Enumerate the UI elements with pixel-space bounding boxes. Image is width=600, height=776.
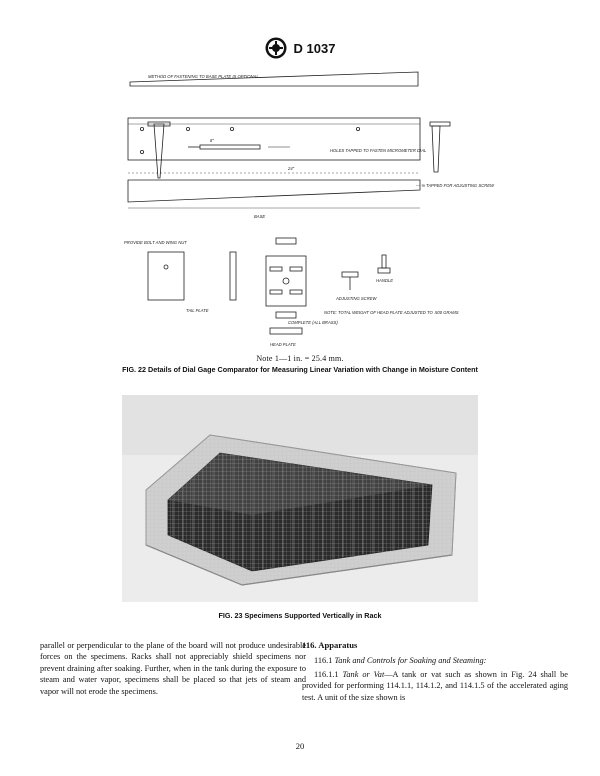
p1-number: 116.1 — [314, 656, 333, 666]
label-dim-8: 8" — [210, 138, 214, 143]
label-handle: HANDLE — [376, 278, 393, 283]
standard-designation: D 1037 — [293, 40, 336, 56]
p2-title: Tank or Vat — [342, 669, 385, 679]
left-paragraph: parallel or perpendicular to the plane of the board will not produce undesirable forces on the specimens. Racks shall not appreciably shield specimens nor prevent draining after soaking. Further, when in the tank during the exposure to steam and water vapor, specimens shall be placed so that jets of steam and vapor will not erode the specimens. — [40, 641, 306, 696]
label-dim-24: 24" — [288, 166, 295, 171]
left-column — [40, 640, 306, 697]
label-head-plate: HEAD PLATE — [270, 342, 296, 347]
label-method-of-fastening: METHOD OF FASTENING TO BASE PLATE IS OPTIONAL — [148, 74, 259, 79]
paragraph-116-1 — [302, 655, 568, 666]
section-title: 116. Apparatus — [302, 640, 358, 650]
astm-logo-icon — [265, 37, 287, 59]
p2-text: —A tank or vat such as shown in Fig. 24 shall be provided for performing 114.1.1, 114.1.2, and 114.1.5 of the accelerated aging test. A unit of the size shown is — [302, 669, 568, 702]
figure-note: Note 1—1 in. = 25.4 mm. — [256, 354, 344, 363]
page-header — [0, 37, 600, 59]
p2-number: 116.1.1 — [314, 669, 339, 679]
paragraph-116-1-1 — [302, 669, 568, 703]
right-column — [302, 640, 568, 703]
label-tapped-for-screw: — ⅛ TAPPED FOR ADJUSTING SCREW — [416, 183, 494, 188]
figure-23-caption: FIG. 23 Specimens Supported Vertically in Rack — [218, 611, 382, 620]
label-complete: COMPLETE (ALL BRASS) — [288, 320, 338, 325]
label-base: BASE — [254, 214, 266, 219]
label-holes-tapped: HOLES TAPPED TO FASTEN MICROMETER DIAL — [330, 148, 427, 153]
page-number: 20 — [295, 741, 305, 751]
label-provide-bolt: PROVIDE BOLT AND WING NUT — [124, 240, 187, 245]
label-adjusting-screw: ADJUSTING SCREW — [336, 296, 377, 301]
p1-title: Tank and Controls for Soaking and Steaming: — [334, 656, 487, 666]
label-total-weight: NOTE: TOTAL WEIGHT OF HEAD PLATE ADJUSTED TO .500 GRAMS — [324, 310, 459, 315]
figure-23-photo — [122, 395, 478, 602]
figure-22-caption: FIG. 22 Details of Dial Gage Comparator for Measuring Linear Variation with Change in Moisture Content — [122, 365, 478, 374]
figure-22-drawing — [118, 72, 494, 350]
label-tail-plate: TAIL PLATE — [186, 308, 209, 313]
